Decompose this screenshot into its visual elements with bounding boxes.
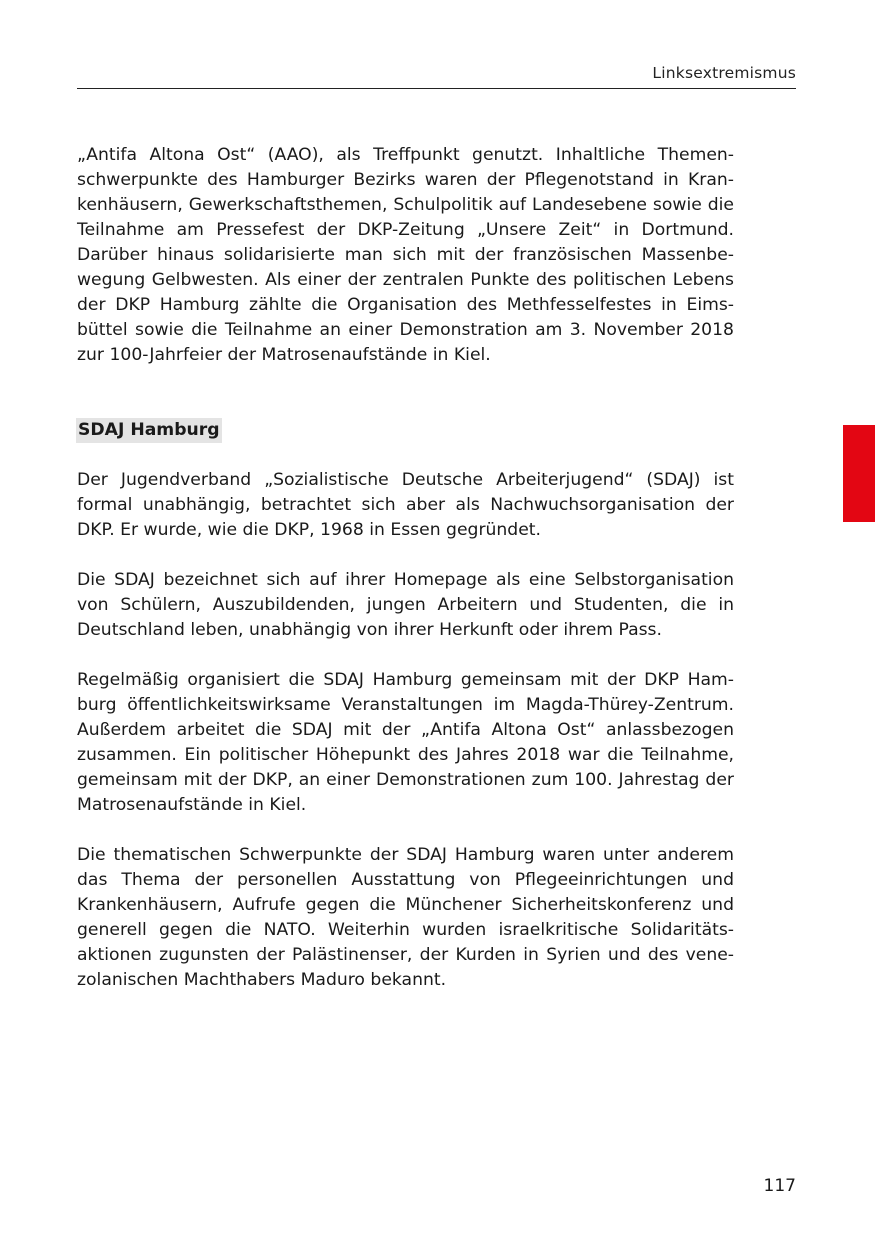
paragraph-self-description: Die SDAJ bezeichnet sich auf ihrer Homepage als eine Selbstorganisation von Schülern, Auszubildenden, jungen Arbeitern und Studenten, die in Deutschland leben, unabhängig von ihrer Herkunft oder ihrem Pass.	[77, 570, 734, 640]
paragraph-focus-topics: Die thematischen Schwerpunkte der SDAJ Hamburg waren unter anderem das Thema der personellen Ausstattung von Pflegeeinrichtungen und Krankenhäusern, Aufrufe gegen die Münchener Sicherheitskonferenz und generell gegen die NATO. Weiterhin wurden israelkritische Solidaritätsaktionen zugunsten der Palästinenser, der Kurden in Syrien und des venezolanischen Machthabers Maduro bekannt.	[77, 845, 734, 990]
paragraph-activities: Regelmäßig organisiert die SDAJ Hamburg gemeinsam mit der DKP Hamburg öffentlichkeitswirksame Veranstaltungen im Magda-Thürey-Zentrum. Außerdem arbeitet die SDAJ mit der „Antifa Altona Ost“ anlassbezogen zusammen. Ein politischer Höhepunkt des Jahres 2018 war die Teilnahme, gemeinsam mit der DKP, an einer Demonstrationen zum 100. Jahrestag der Matrosenaufstände in Kiel.	[77, 670, 734, 815]
paragraph-founding: Der Jugendverband „Sozialistische Deutsche Arbeiterjugend“ (SDAJ) ist formal unabhängig, betrachtet sich aber als Nachwuchsorganisation der DKP. Er wurde, wie die DKP, 1968 in Essen gegründet.	[77, 470, 734, 540]
body-text	[77, 143, 734, 993]
page-number: 117	[763, 1176, 796, 1196]
header-rule	[77, 88, 796, 89]
section-heading: SDAJ Hamburg	[76, 418, 222, 443]
intro-paragraph: „Antifa Altona Ost“ (AAO), als Treffpunkt genutzt. Inhaltliche Themenschwerpunkte des Hamburger Bezirks waren der Pflegenotstand in Krankenhäusern, Gewerkschaftsthemen, Schulpolitik auf Landesebene sowie die Teilnahme am Pressefest der DKP-Zeitung „Unsere Zeit“ in Dortmund. Darüber hinaus solidarisierte man sich mit der französischen Massenbewegung Gelbwesten. Als einer der zentralen Punkte des politischen Lebens der DKP Hamburg zählte die Organisation des Methfesselfestes in Eimsbüttel sowie die Teilnahme an einer Demonstration am 3. November 2018 zur 100-Jahrfeier der Matrosenaufstände in Kiel.	[77, 145, 734, 365]
chapter-thumb-tab	[843, 425, 875, 522]
running-header-title: Linksextremismus	[652, 64, 796, 82]
